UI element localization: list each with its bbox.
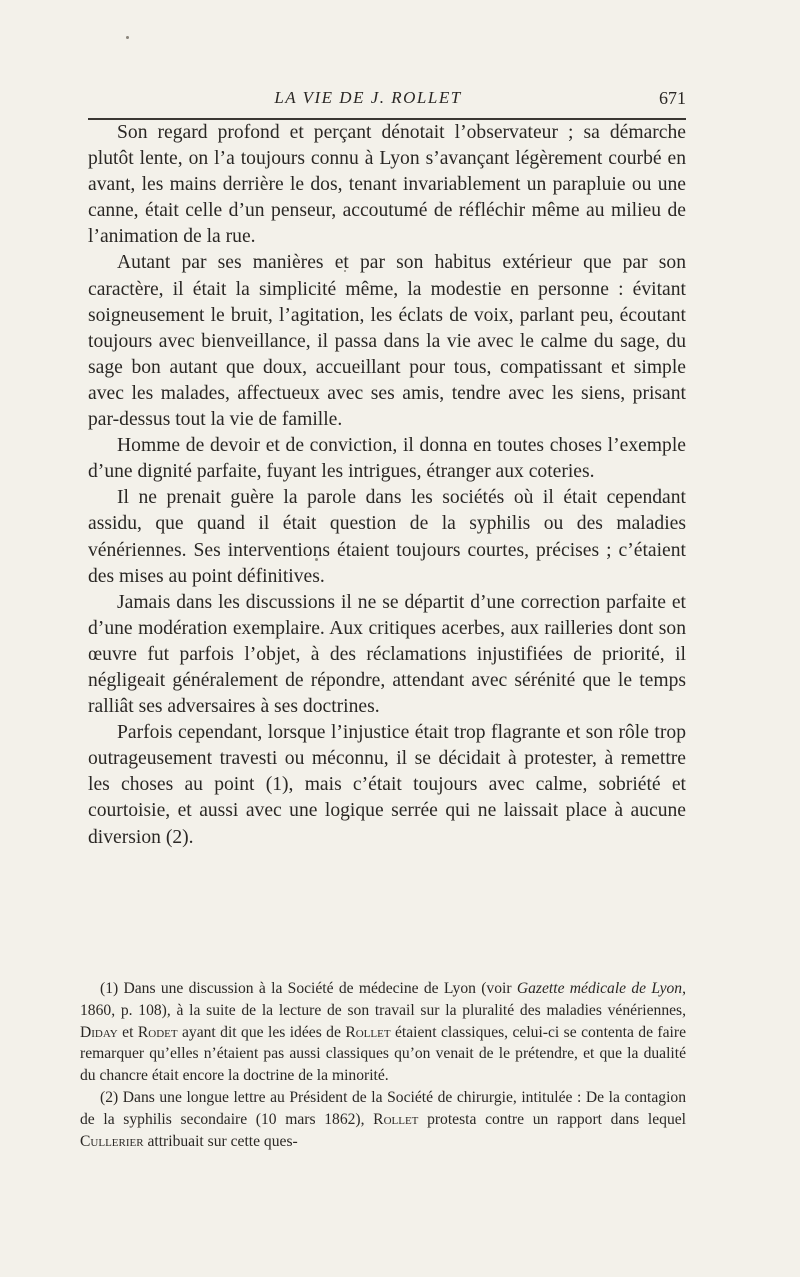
journal-title: Gazette médicale de Lyon — [516, 980, 683, 997]
author-name: Rodet — [137, 1023, 178, 1041]
page-number: 671 — [659, 88, 686, 108]
author-name: Rollet — [373, 1110, 419, 1128]
footnote-text: et — [117, 1023, 138, 1041]
paragraph: Son regard profond et perçant dénotait l’observateur ; sa démarche plutôt lente, on l’a toujours connu à Lyon s’avançant légèrement courbé en avant, les mains derrière le dos, tenant invariablement un parapluie ou une canne, était celle d’un penseur, accoutumé de réfléchir même au milieu de l’animation de la rue. — [88, 122, 686, 248]
running-title: LA VIE DE J. ROLLET — [274, 88, 462, 107]
author-name: Cullerier — [80, 1132, 144, 1150]
footnote-text: attribuait sur cette ques- — [143, 1132, 298, 1150]
paragraph: Homme de devoir et de conviction, il donna en toutes choses l’exemple d’une dignité parfaite, fuyant les intrigues, étranger aux coteries. — [88, 435, 686, 483]
paragraph: Il ne prenait guère la parole dans les sociétés où il était cependant assidu, que quand il était question de la syphilis ou des maladies vénériennes. Ses interventions étaient toujours courtes, précises ; c’étaient des mises au point définitives. — [88, 487, 686, 587]
paragraph: Autant par ses manières et par son habitus extérieur que par son caractère, il était la simplicité même, la modestie en personne : évitant soigneusement le bruit, l’agitation, les éclats de voix, parlant peu, écoutant toujours avec bienveillance, il passa dans la vie avec le calme du sage, du sage bon autant que doux, accueillant pour tous, compatissant et simple avec les malades, affectueux avec ses amis, tendre avec les siens, prisant par-dessus tout la vie de famille. — [88, 252, 686, 431]
author-name: Rollet — [345, 1023, 391, 1041]
footnote-text: étaient classiques, celui-ci se contenta de faire remarquer qu’elles n’étaient pas aussi classiques qu’on venait de le prétendre, et que la dualité du chancre était encore la doctrine de la minorité. — [80, 1023, 686, 1085]
footnote-text: (2) Dans une longue lettre au Président de la Société de chirurgie, intitulée : De la contagion de la syphilis secondaire (10 mars 1862), — [80, 1088, 686, 1128]
footnote-text: (1) Dans une discussion à la Société de médecine de Lyon (voir — [100, 980, 517, 997]
body-text — [88, 120, 686, 851]
footnote-text: protesta contre un rapport dans lequel — [418, 1110, 686, 1128]
footnotes — [80, 978, 686, 1152]
author-name: Diday — [80, 1023, 118, 1041]
page-header — [88, 88, 686, 112]
footnote-1 — [80, 978, 686, 1087]
footnote-2 — [80, 1087, 686, 1152]
footnote-text: ayant dit que les idées de — [177, 1023, 346, 1041]
paragraph: Parfois cependant, lorsque l’injustice était trop flagrante et son rôle trop outrageusement travesti ou méconnu, il se décidait à protester, à remettre les choses au point (1), mais c’était toujours avec calme, sobriété et courtoisie, et aussi avec une logique serrée qui ne laissait place à aucune diversion (2). — [88, 722, 686, 848]
footnote-text: , 1860, p. 108), à la suite de la lecture de son travail sur la pluralité des maladies vénériennes, — [80, 980, 687, 1019]
stray-ink-mark — [126, 36, 129, 39]
paragraph: Jamais dans les discussions il ne se départit d’une correction parfaite et d’une modération exemplaire. Aux critiques acerbes, aux railleries dont son œuvre fut parfois l’objet, à des réclamations injustifiées de priorité, il négligeait généralement de répondre, attendant avec sérénité que le temps ralliât ses adversaires à ses doctrines. — [88, 591, 686, 718]
